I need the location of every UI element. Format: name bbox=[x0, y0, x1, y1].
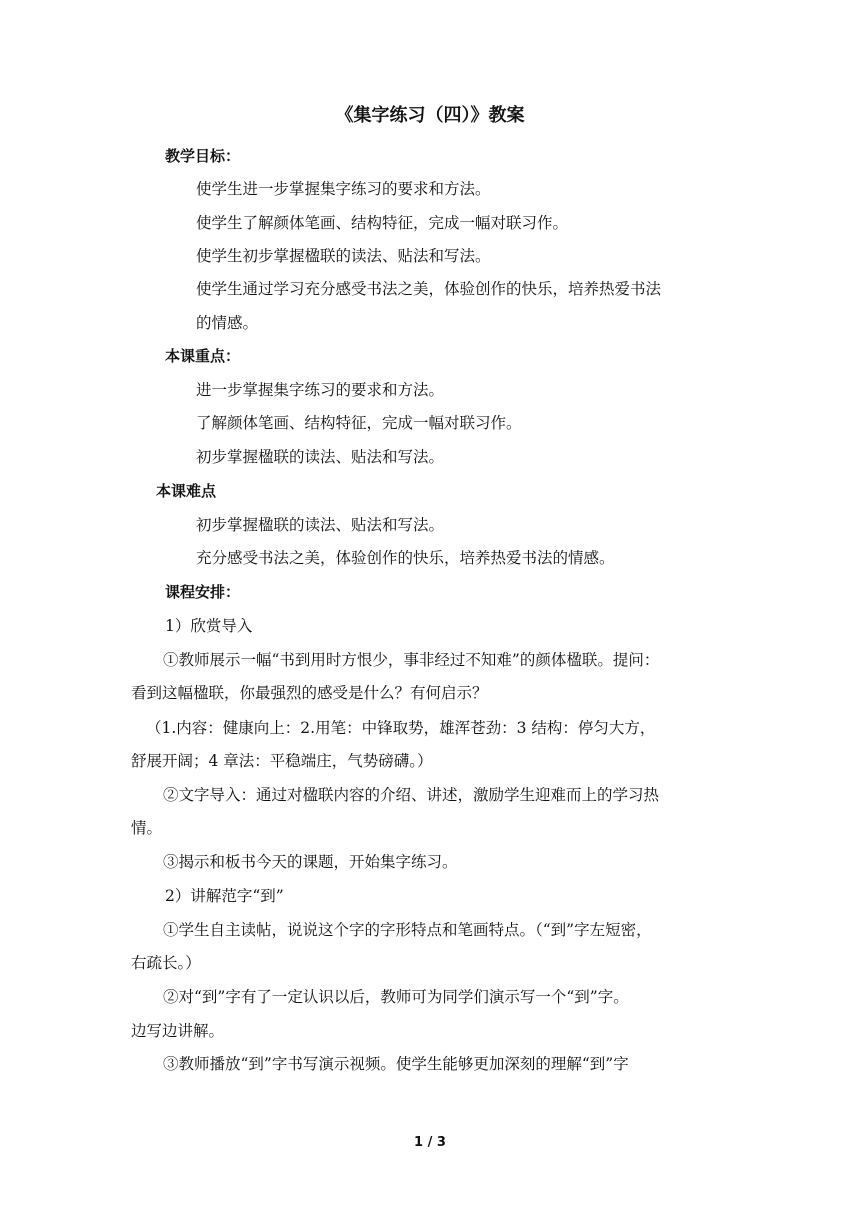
goals-heading: 教学目标： bbox=[165, 147, 241, 165]
schedule-line: 情。 bbox=[131, 819, 163, 837]
schedule-line: 2）讲解范字“到” bbox=[165, 887, 284, 905]
schedule-line: 舒展开阔；4 章法：平稳端庄，气势磅礴。） bbox=[131, 752, 433, 770]
key-points-line: 了解颜体笔画、结构特征，完成一幅对联习作。 bbox=[196, 414, 522, 432]
schedule-line: ②文字导入：通过对楹联内容的介绍、讲述，激励学生迎难而上的学习热 bbox=[163, 786, 660, 804]
schedule-line: ③教师播放“到”字书写演示视频。使学生能够更加深刻的理解“到”字 bbox=[163, 1055, 629, 1073]
schedule-line: 看到这幅楹联，你最强烈的感受是什么？有何启示？ bbox=[131, 684, 488, 702]
document-title: 《集字练习（四）》教案 bbox=[335, 105, 525, 126]
page-number: 1 / 3 bbox=[414, 1135, 446, 1150]
goals-line: 使学生了解颜体笔画、结构特征，完成一幅对联习作。 bbox=[196, 214, 569, 232]
schedule-line: ③揭示和板书今天的课题，开始集字练习。 bbox=[163, 853, 458, 871]
goals-line: 使学生初步掌握楹联的读法、贴法和写法。 bbox=[196, 247, 491, 265]
goals-line: 使学生通过学习充分感受书法之美，体验创作的快乐，培养热爱书法 bbox=[196, 280, 662, 298]
schedule-line: 边写边讲解。 bbox=[131, 1022, 225, 1040]
schedule-line: 1）欣赏导入 bbox=[165, 617, 253, 635]
key-points-line: 初步掌握楹联的读法、贴法和写法。 bbox=[196, 448, 445, 466]
schedule-line: （1.内容：健康向上：2.用笔：中锋取势，雄浑苍劲：3 结构：停匀大方， bbox=[146, 719, 656, 737]
goals-line: 使学生进一步掌握集字练习的要求和方法。 bbox=[196, 180, 491, 198]
schedule-line: 右疏长。） bbox=[131, 954, 201, 972]
difficulties-line: 初步掌握楹联的读法、贴法和写法。 bbox=[196, 516, 445, 534]
schedule-line: ①教师展示一幅“书到用时方恨少，事非经过不知难”的颜体楹联。提问： bbox=[163, 651, 660, 669]
difficulties-heading: 本课难点 bbox=[156, 482, 217, 500]
schedule-heading: 课程安排： bbox=[165, 583, 241, 601]
key-points-line: 进一步掌握集字练习的要求和方法。 bbox=[196, 381, 445, 399]
difficulties-line: 充分感受书法之美，体验创作的快乐，培养热爱书法的情感。 bbox=[196, 549, 615, 567]
goals-line: 的情感。 bbox=[196, 314, 259, 332]
key-points-heading: 本课重点： bbox=[165, 347, 241, 365]
schedule-line: ②对“到”字有了一定认识以后，教师可为同学们演示写一个“到”字。 bbox=[163, 988, 629, 1006]
schedule-line: ①学生自主读帖，说说这个字的字形特点和笔画特点。（“到”字左短密， bbox=[163, 921, 652, 939]
